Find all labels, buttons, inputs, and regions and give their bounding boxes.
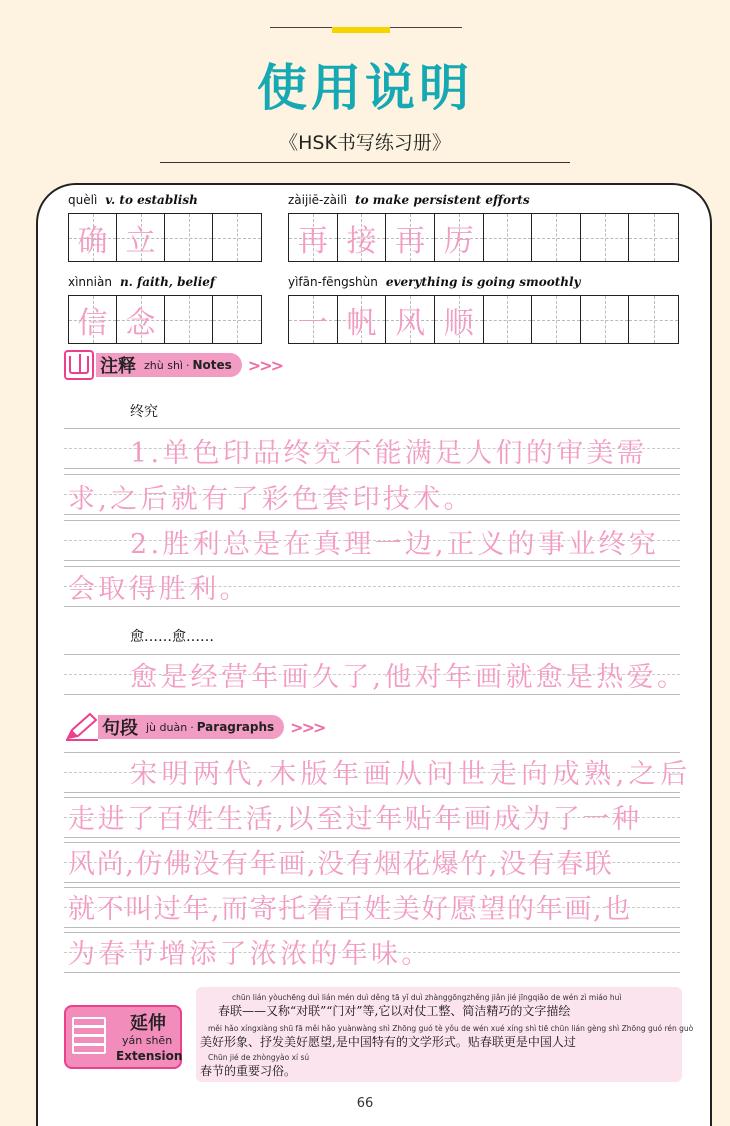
vocab-meaning: n. faith, belief <box>119 275 216 289</box>
handwritten-sentence: 2.胜利总是在真理一边,正义的事业终究 <box>130 529 660 560</box>
paragraphs-title-zh: 句段 <box>102 718 138 739</box>
vocab-entry <box>288 275 679 344</box>
grid-cell[interactable] <box>213 296 261 343</box>
writing-grid <box>288 213 679 262</box>
vocab-meaning: everything is going smoothly <box>385 275 581 289</box>
book-stack-icon <box>72 1017 108 1057</box>
grid-cell[interactable] <box>581 296 630 343</box>
notes-section-header <box>64 352 282 378</box>
grid-cell[interactable] <box>484 296 533 343</box>
pinyin-annotation: Chūn jié de zhòngyào xí sú <box>208 1053 310 1062</box>
notes-title-sep: · <box>185 358 190 372</box>
grid-cell[interactable] <box>629 214 678 261</box>
grid-cell[interactable]: 再 <box>289 214 338 261</box>
vocab-meaning: to make persistent efforts <box>355 193 530 207</box>
top-accent-bar <box>332 27 390 33</box>
notes-title-zh: 注释 <box>100 356 136 377</box>
writing-grid <box>68 295 262 344</box>
vocab-meaning: v. to establish <box>105 193 198 207</box>
page-subtitle: 《HSK书写练习册》 <box>279 132 451 154</box>
grid-cell[interactable]: 厉 <box>435 214 484 261</box>
extension-title-pinyin: yán shēn <box>122 1034 173 1047</box>
notes-title-pinyin: zhù shì <box>144 358 183 372</box>
extension-box <box>56 985 694 1090</box>
grid-cell[interactable] <box>484 214 533 261</box>
handwritten-sentence: 1.单色印品终究不能满足人们的审美需 <box>130 438 648 469</box>
handwritten-paragraph-line: 风尚,仿佛没有年画,没有烟花爆竹,没有春联 <box>68 849 614 880</box>
vocab-pinyin: yìfān-fēngshùn <box>288 275 378 289</box>
book-icon <box>64 350 94 380</box>
grid-cell[interactable]: 风 <box>386 296 435 343</box>
paragraphs-title-sep: · <box>190 720 194 734</box>
grid-cell[interactable] <box>213 214 261 261</box>
grid-cell[interactable]: 接 <box>338 214 387 261</box>
page-title: 使用说明 <box>257 59 473 117</box>
extension-text-panel <box>196 987 694 1082</box>
page-number: 66 <box>356 1096 374 1111</box>
grid-cell[interactable]: 立 <box>117 214 165 261</box>
notes-title-en: Notes <box>192 358 232 372</box>
vocab-entry <box>288 193 679 262</box>
handwritten-paragraph-line: 就不叫过年,而寄托着百姓美好愿望的年画,也 <box>68 894 632 925</box>
vocab-entry <box>68 193 262 262</box>
vocab-pinyin: zàijiē-zàilì <box>288 193 348 207</box>
vocab-pinyin: xìnniàn <box>68 275 112 289</box>
paragraphs-title-pinyin: jù duàn <box>146 720 188 734</box>
writing-grid <box>68 213 262 262</box>
grid-cell[interactable] <box>165 214 213 261</box>
grid-cell[interactable]: 帆 <box>338 296 387 343</box>
grid-cell[interactable]: 确 <box>69 214 117 261</box>
chevrons-icon: >>> <box>247 355 283 375</box>
grid-cell[interactable]: 顺 <box>435 296 484 343</box>
grid-cell[interactable] <box>165 296 213 343</box>
vocab-pinyin: quèlì <box>68 193 98 207</box>
pinyin-annotation: měi hǎo xíngxiàng shū fā měi hǎo yuànwàng shì Zhōng guó tè yǒu de wén xué xíng shì tiē chūn lián gèng shì Zhōng guó rén guò <box>208 1024 694 1033</box>
handwritten-sentence: 求,之后就有了彩色套印技术。 <box>68 484 474 515</box>
chevrons-icon: >>> <box>290 717 325 737</box>
subtitle-rule <box>160 162 570 163</box>
grid-cell[interactable] <box>532 296 581 343</box>
handwritten-sentence: 愈是经营年画久了,他对年画就愈是热爱。 <box>130 662 688 693</box>
grid-cell[interactable]: 再 <box>386 214 435 261</box>
handwritten-paragraph-line: 宋明两代,木版年画从问世走向成熟,之后 <box>130 759 692 790</box>
extension-badge <box>64 1005 182 1069</box>
handwritten-paragraph-line: 为春节增添了浓浓的年味。 <box>68 939 432 970</box>
extension-title-en: Extension <box>116 1049 183 1063</box>
handwritten-paragraph-line: 走进了百姓生活,以至过年贴年画成为了一种 <box>68 804 642 835</box>
writing-grid <box>288 295 679 344</box>
grid-cell[interactable] <box>532 214 581 261</box>
grid-cell[interactable]: 一 <box>289 296 338 343</box>
handwritten-sentence: 会取得胜利。 <box>68 574 250 605</box>
extension-text-line: 春联——又称“对联”“门对”等,它以对仗工整、简洁精巧的文字描绘 <box>218 1004 571 1018</box>
pinyin-annotation: chūn lián yòuchēng duì lián mén duì děng tā yǐ duì zhànggōngzhěng jiǎn jié jīngqiǎo de wén zì miáo huì <box>232 993 622 1002</box>
grid-cell[interactable]: 念 <box>117 296 165 343</box>
grid-cell[interactable]: 信 <box>69 296 117 343</box>
grid-cell[interactable] <box>581 214 630 261</box>
grid-cell[interactable] <box>629 296 678 343</box>
extension-text-line: 美好形象、抒发美好愿望,是中国特有的文学形式。贴春联更是中国人过 <box>200 1035 576 1049</box>
vocab-entry <box>68 275 262 344</box>
pencil-icon <box>64 712 100 742</box>
paragraphs-section-header <box>64 714 324 740</box>
paragraphs-title-en: Paragraphs <box>196 720 275 734</box>
note-keyword: 终究 <box>130 404 158 420</box>
note-keyword: 愈……愈…… <box>130 629 214 645</box>
extension-title-zh: 延伸 <box>130 1013 166 1034</box>
extension-text-line: 春节的重要习俗。 <box>200 1064 297 1078</box>
